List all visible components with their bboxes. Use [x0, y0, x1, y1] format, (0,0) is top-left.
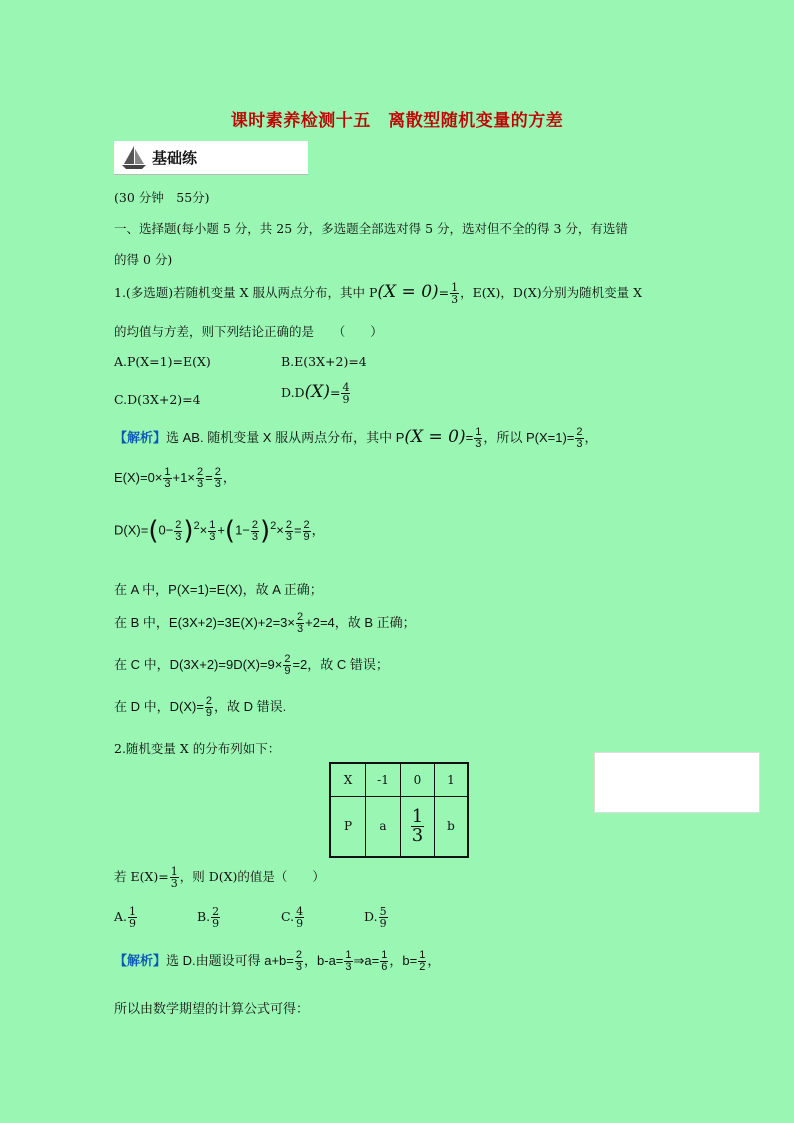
analysis-tag: 【解析】	[114, 430, 167, 445]
table-cell: a	[366, 796, 401, 857]
q2-option-c: C. $\frac{4}{9}$	[281, 905, 304, 930]
a1-line7: 在 D 中，D(X)= $\frac{2}{9}$ ，故 D 错误.	[114, 695, 287, 720]
distribution-table	[329, 762, 469, 858]
q2-option-d: D. $\frac{5}{9}$	[364, 905, 387, 930]
section-heading-line1: 一、选择题(每小题 5 分，共 25 分，多选题全部选对得 5 分，选对但不全的得 3 分，有选错	[114, 221, 628, 236]
q1-stem-line2: 的均值与方差，则下列结论正确的是 （ ）	[114, 324, 383, 339]
table-cell: X	[330, 763, 366, 796]
q1-text-c: ，E(X)，D(X)分别为随机变量 X	[460, 285, 642, 300]
banner-label: 基础练	[152, 150, 198, 167]
q1-stem-line1	[114, 282, 642, 305]
a1-line5: 在 B 中，E(3X+2)=3E(X)+2=3× $\frac{2}{3}$ +2=4，故 B 正确；	[114, 611, 416, 636]
table-cell: 0	[401, 763, 435, 796]
q1-option-a: A.P(X=1)=E(X)	[114, 354, 211, 369]
a2-line1: 【解析】选 D.由题设可得 a+b= $\frac{2}{3}$ ，b-a= $\frac{1}{3}$ ⇒a= $\frac{1}{6}$ ，b= $\frac{1}{2}$ ，	[114, 949, 441, 974]
a1-line4: 在 A 中，P(X=1)=E(X)，故 A 正确；	[114, 582, 323, 597]
a1-line6: 在 C 中，D(3X+2)=9D(X)=9× $\frac{2}{9}$ =2，故 C 错误；	[114, 653, 389, 678]
a1-line2: E(X)=0× $\frac{1}{3}$ +1× $\frac{2}{3}$ = $\frac{2}{3}$ ，	[114, 466, 236, 491]
table-cell: -1	[366, 763, 401, 796]
q1-math: (X = 0)	[377, 282, 439, 302]
sailboat-icon	[120, 145, 148, 171]
section-heading-line2: 的得 0 分)	[114, 252, 173, 267]
page-title: 课时素养检测十五 离散型随机变量的方差	[230, 111, 564, 131]
table-cell: b	[435, 796, 469, 857]
analysis-tag: 【解析】	[114, 953, 167, 968]
table-cell: $\frac{1}{3}$	[401, 796, 435, 857]
table-cell: P	[330, 796, 366, 857]
table-cell: 1	[435, 763, 469, 796]
q1-eq: =	[438, 285, 450, 300]
time-score: (30 分钟 55分)	[114, 190, 210, 205]
a2-line2: 所以由数学期望的计算公式可得：	[114, 1001, 310, 1016]
q1-option-d: D.D(X)= $\frac{4}{9}$	[281, 381, 350, 406]
q1-option-b: B.E(3X+2)=4	[281, 354, 367, 369]
q1-option-c: C.D(3X+2)=4	[114, 392, 201, 407]
q1-fraction: $\frac{1}{3}$	[451, 281, 459, 306]
q2-option-b: B. $\frac{2}{9}$	[197, 905, 220, 930]
section-banner	[114, 141, 308, 175]
a1-line1: 【解析】选 AB. 随机变量 X 服从两点分布，其中 P(X = 0)= $\frac{1}{3}$ ，所以 P(X=1)= $\frac{2}{3}$ ，	[114, 426, 598, 451]
q1-text-a: 1.(多选题)若随机变量 X 服从两点分布，其中 P	[114, 285, 378, 300]
q2-option-a: A. $\frac{1}{9}$	[114, 905, 137, 930]
q2-intro: 2.随机变量 X 的分布列如下：	[114, 741, 281, 756]
a1-line3: D(X)=(0− $\frac{2}{3}$ )$^2$× $\frac{1}{3}$ +(1− $\frac{2}{3}$ )$^2$× $\frac{2}{3}$ = $\frac{2}{9}$ ，	[114, 516, 325, 546]
q2-condition: 若 E(X)= $\frac{1}{3}$ ，则 D(X)的值是（ ）	[114, 865, 325, 890]
watermark-box	[594, 752, 760, 813]
